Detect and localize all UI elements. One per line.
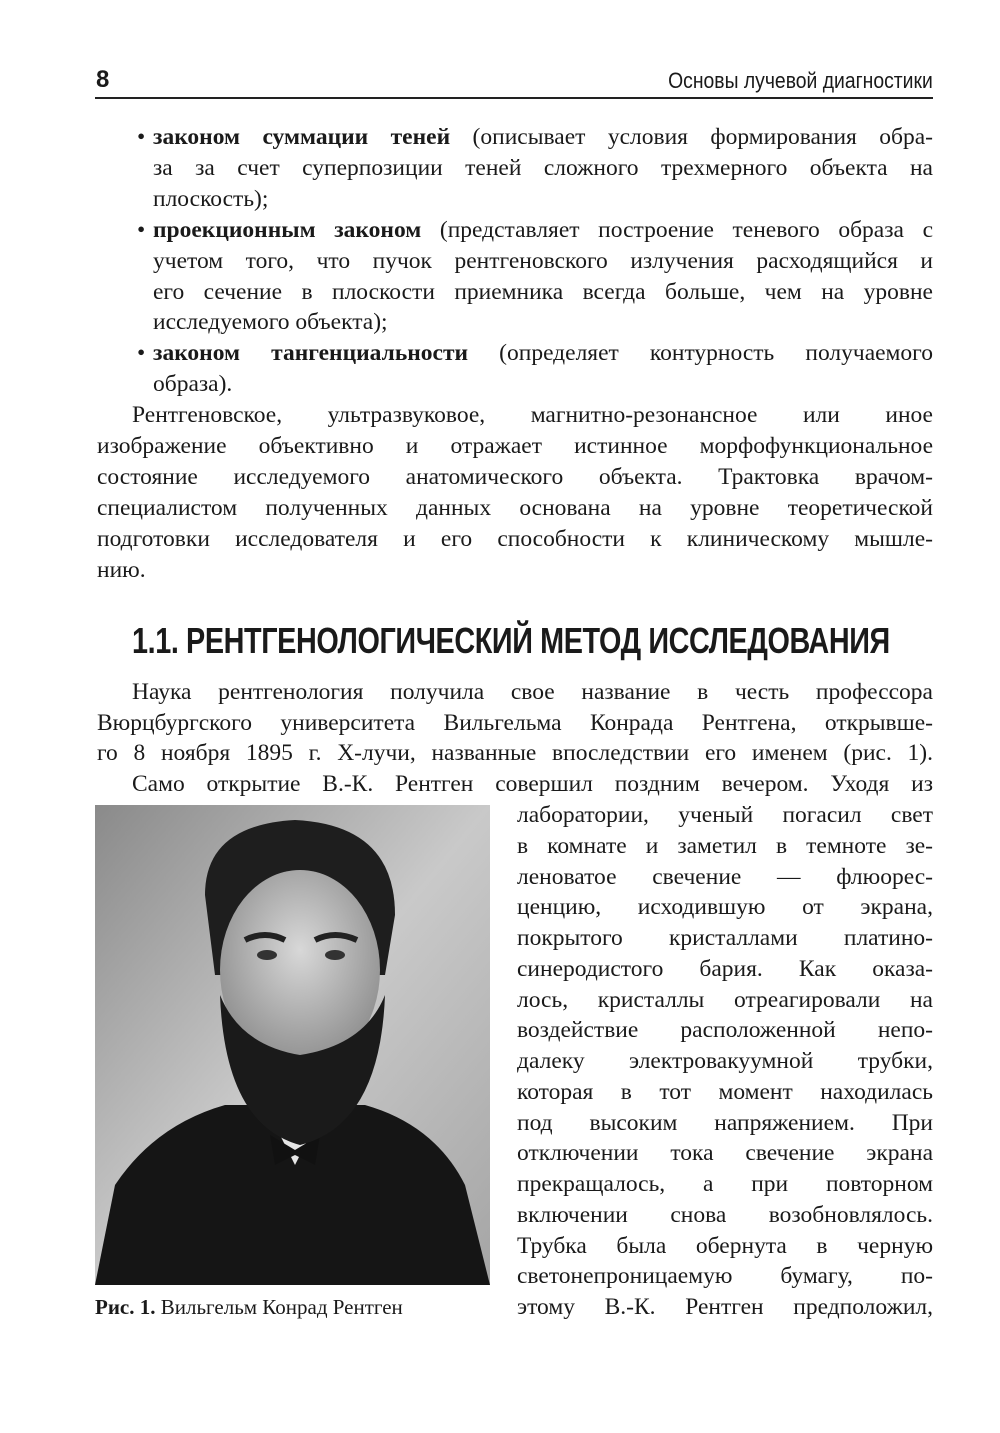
text-line: этому В.-К. Рентген предположил, <box>517 1294 933 1320</box>
text-line: учетом того, что пучок рентгеновского излучения расходящийся и <box>153 247 933 274</box>
text-line: образа). <box>153 371 233 398</box>
text-line: изображение объективно и отражает истинное морфофункциональное <box>97 433 933 459</box>
text-line: лаборатории, ученый погасил свет <box>517 802 933 828</box>
page-number: 8 <box>96 66 110 93</box>
bullet-item-line <box>137 122 933 152</box>
text-line: исследуемого объекта); <box>153 309 388 336</box>
bullet-item-line <box>137 338 933 368</box>
text-line: воздействие расположенной непо- <box>517 1017 933 1044</box>
text-line: го 8 ноября 1895 г. X-лучи, названные впоследствии его именем (рис. 1). <box>97 740 933 766</box>
text-line: Вюрцбургского университета Вильгельма Конрада Рентгена, открывше- <box>97 709 933 736</box>
text-line: синеродистого бария. Как оказа- <box>517 955 933 982</box>
figure-caption-text: Вильгельм Конрад Рентген <box>155 1295 403 1319</box>
text-line: далеку электровакуумной трубки, <box>517 1048 933 1074</box>
text-line: специалистом полученных данных основана на уровне теоретической <box>97 494 933 521</box>
text-line: леноватое свечение — флюорес- <box>517 863 933 890</box>
text-line: Рентгеновское, ультразвуковое, магнитно-резонансное или иное <box>132 402 933 429</box>
bullet-term: законом тангенциальности <box>153 340 469 367</box>
figure-label: Рис. 1. <box>95 1295 156 1319</box>
section-heading: 1.1. РЕНТГЕНОЛОГИЧЕСКИЙ МЕТОД ИССЛЕДОВАНИЯ <box>132 620 890 661</box>
bullet-icon: • <box>137 216 146 243</box>
text-line: которая в тот момент находилась <box>517 1078 933 1105</box>
text-line: отключении тока свечение экрана <box>517 1140 933 1167</box>
text-line: Само открытие В.-К. Рентген совершил поздним вечером. Уходя из <box>132 771 933 797</box>
running-title: Основы лучевой диагностики <box>668 68 933 93</box>
bullet-icon: • <box>137 124 146 150</box>
header-rule <box>95 97 933 99</box>
text-line: в комнате и заметил в темноте зе- <box>517 832 933 859</box>
bullet-text: (определяет контурность получаемого <box>468 340 933 367</box>
text-line: покрытого кристаллами платино- <box>517 925 933 951</box>
text-line: нию. <box>97 556 146 583</box>
text-line: Наука рентгенология получила свое название в честь профессора <box>132 679 933 705</box>
bullet-item-line <box>137 215 933 245</box>
bullet-icon: • <box>137 340 146 367</box>
text-line: под высоким напряжением. При <box>517 1109 933 1136</box>
bullet-text: (представляет построение теневого образа с <box>421 216 933 243</box>
text-line: светонепроницаемую бумагу, по- <box>517 1263 933 1290</box>
text-line: ценцию, исходившую от экрана, <box>517 894 933 921</box>
text-line: подготовки исследователя и его способности к клиническому мышле- <box>97 525 933 552</box>
portrait-photo <box>95 805 490 1285</box>
figure-caption <box>95 1293 403 1321</box>
text-line: Трубка была обернута в черную <box>517 1232 933 1259</box>
text-line: его сечение в плоскости приемника всегда больше, чем на уровне <box>153 278 933 305</box>
text-line: включении снова возобновлялось. <box>517 1201 933 1228</box>
bullet-text: (описывает условия формирования обра- <box>450 124 933 150</box>
bullet-term: проекционным законом <box>153 216 422 243</box>
text-line: состояние исследуемого анатомического объекта. Трактовка врачом- <box>97 463 933 490</box>
text-line: плоскость); <box>153 185 269 212</box>
text-line: лось, кристаллы отреагировали на <box>517 986 933 1013</box>
text-line: прекращалось, а при повторном <box>517 1171 933 1197</box>
bullet-term: законом суммации теней <box>153 124 451 150</box>
text-line: за за счет суперпозиции теней сложного трехмерного объекта на <box>153 154 933 181</box>
